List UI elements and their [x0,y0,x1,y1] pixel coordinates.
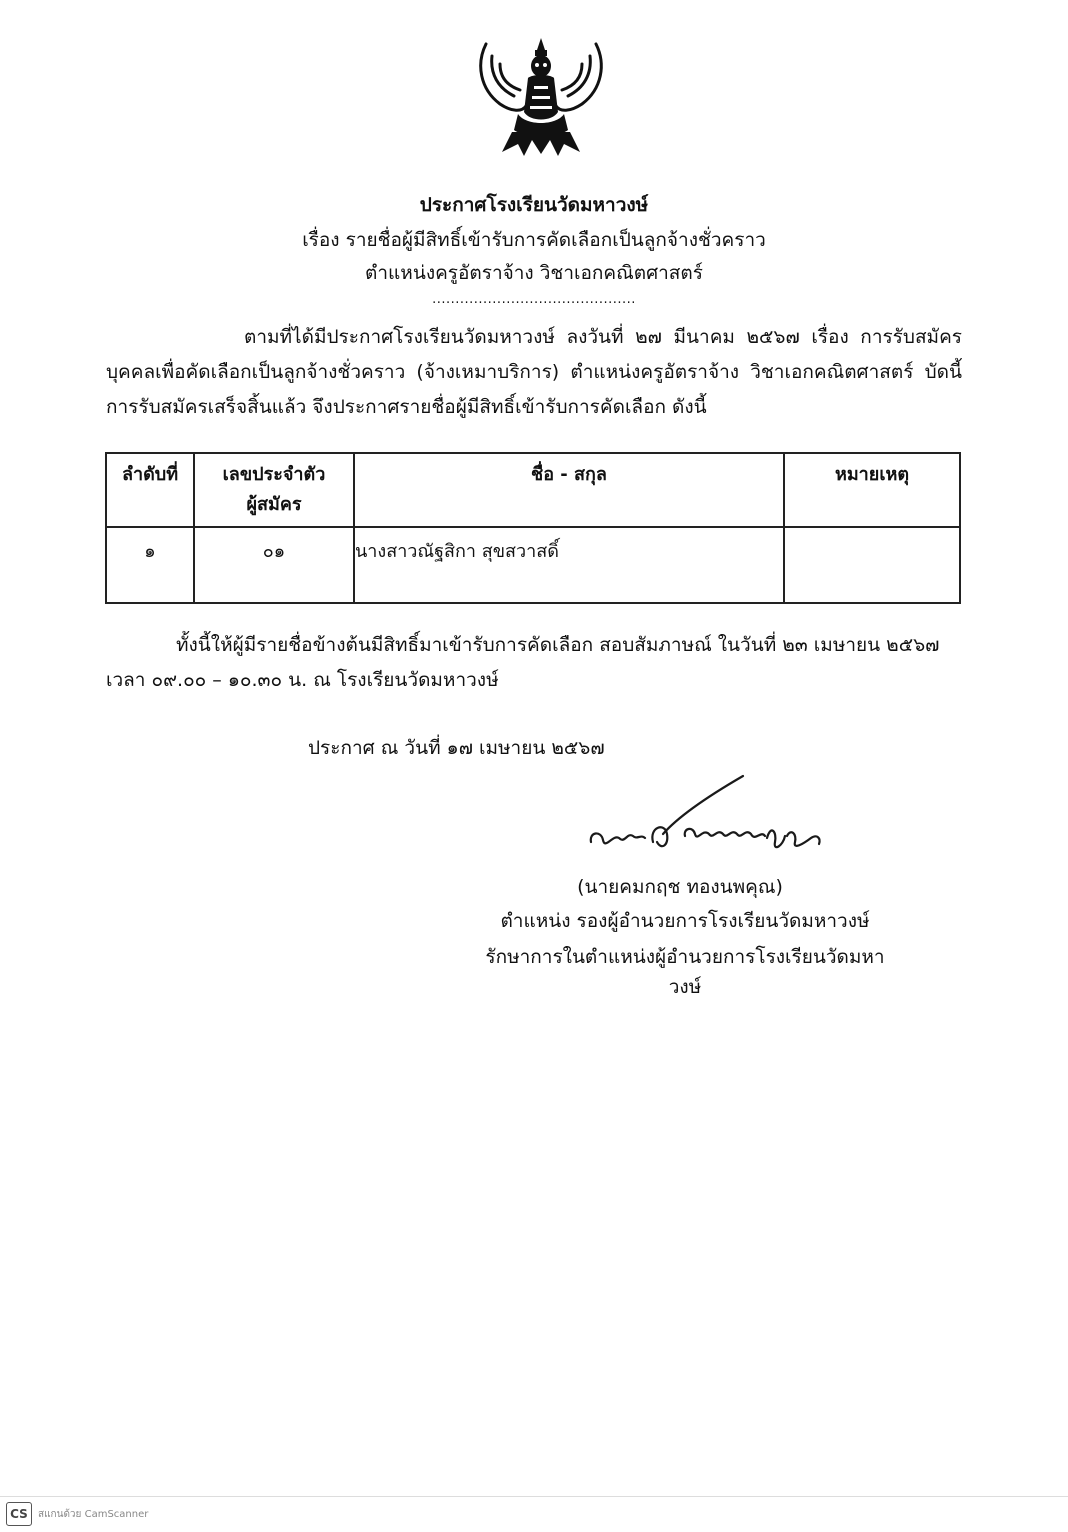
garuda-emblem-icon [474,34,608,160]
dotted-separator: ............................................ [432,292,636,307]
header-id-line2: ผู้สมัคร [246,494,302,515]
cell-no: ๑ [106,527,194,603]
intro-paragraph: ตามที่ได้มีประกาศโรงเรียนวัดมหาวงษ์ ลงวันที่ ๒๗ มีนาคม ๒๕๖๗ เรื่อง การรับสมัครบุคคลเพื่อคัดเลือกเป็นลูกจ้างชั่วคราว (จ้างเหมาบริการ) ตำแหน่งครูอัตราจ้าง วิชาเอกคณิตศาสตร์ บัดนี้การรับสมัครเสร็จสิ้นแล้ว จึงประกาศรายชื่อผู้มีสิทธิ์เข้ารับการคัดเลือก ดังนี้ [106,326,962,418]
header-no: ลำดับที่ [106,453,194,527]
camscanner-text: สแกนด้วย CamScanner [38,1508,149,1520]
header-name: ชื่อ - สกุล [354,453,784,527]
candidate-table [105,452,961,604]
schedule-paragraph: ทั้งนี้ให้ผู้มีรายชื่อข้างต้นมีสิทธิ์มาเข้ารับการคัดเลือก สอบสัมภาษณ์ ในวันที่ ๒๓ เมษายน ๒๕๖๗ เวลา ๐๙.๐๐ – ๑๐.๓๐ น. ณ โรงเรียนวัดมหาวงษ์ [106,634,940,691]
header-applicant-id [194,453,354,527]
announcement-position: ตำแหน่งครูอัตราจ้าง วิชาเอกคณิตศาสตร์ [365,262,703,284]
footer-divider [0,1496,1068,1497]
scanner-footer [6,1500,148,1528]
table-row [106,527,960,603]
signatory-name: (นายคมกฤช ทองนพคุณ) [577,876,783,898]
announce-date: ประกาศ ณ วันที่ ๑๗ เมษายน ๒๕๖๗ [308,737,605,759]
signatory-acting-title: รักษาการในตำแหน่งผู้อำนวยการโรงเรียนวัดมหาวงษ์ [485,946,885,998]
cell-name: นางสาวณัฐสิกา สุขสวาสดิ์ [354,527,784,603]
signatory-title: ตำแหน่ง รองผู้อำนวยการโรงเรียนวัดมหาวงษ์ [500,910,870,932]
announcement-title: ประกาศโรงเรียนวัดมหาวงษ์ [419,194,649,216]
announcement-subject: เรื่อง รายชื่อผู้มีสิทธิ์เข้ารับการคัดเลือกเป็นลูกจ้างชั่วคราว [302,229,766,251]
cell-note [784,527,960,603]
cell-applicant-id: ๐๑ [194,527,354,603]
camscanner-logo-icon: CS [6,1502,32,1526]
header-note: หมายเหตุ [784,453,960,527]
handwritten-signature [585,772,825,867]
table-header-row [106,453,960,527]
header-id-line1: เลขประจำตัว [222,464,326,485]
